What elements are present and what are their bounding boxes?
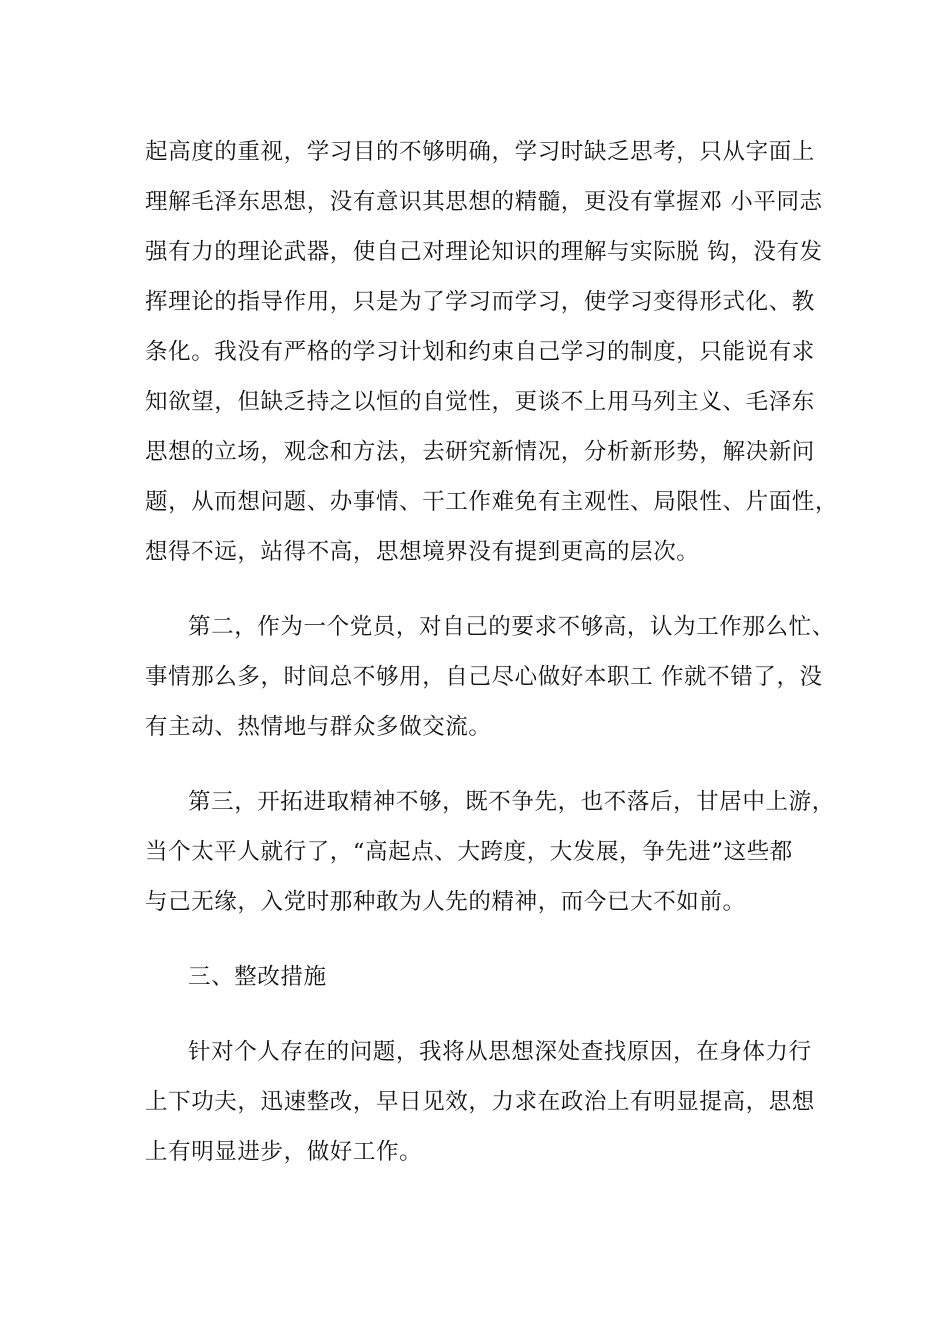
text-line: 题，从而想问题、办事情、干工作难免有主观性、局限性、片面性， xyxy=(145,489,839,515)
text-line: 起高度的重视，学习目的不够明确，学习时缺乏思考，只从字面上 xyxy=(145,139,815,165)
text-line: 想得不远，站得不高，思想境界没有提到更高的层次。 xyxy=(145,539,700,565)
text-line: 第三，开拓进取精神不够，既不争先，也不落后，甘居中上游， xyxy=(188,789,835,815)
text-line: 第二，作为一个党员，对自己的要求不够高，认为工作那么忙、 xyxy=(188,614,835,640)
text-line: 条化。我没有严格的学习计划和约束自己学习的制度，只能说有求 xyxy=(145,339,815,365)
text-line: 针对个人存在的问题，我将从思想深处查找原因，在身体力行 xyxy=(188,1039,812,1065)
text-line: 强有力的理论武器，使自己对理论知识的理解与实际脱 钩，没有发 xyxy=(145,239,823,265)
section-heading: 三、整改措施 xyxy=(188,964,327,990)
text-line: 理解毛泽东思想，没有意识其思想的精髓，更没有掌握邓 小平同志 xyxy=(145,189,823,215)
text-line: 上下功夫，迅速整改，早日见效，力求在政治上有明显提高，思想 xyxy=(145,1089,815,1115)
text-line: 有主动、热情地与群众多做交流。 xyxy=(145,714,492,740)
text-line: 思想的立场，观念和方法，去研究新情况，分析新形势，解决新问 xyxy=(145,439,815,465)
text-line: 事情那么多，时间总不够用，自己尽心做好本职工 作就不错了，没 xyxy=(145,664,823,690)
text-line: 知欲望，但缺乏持之以恒的自觉性，更谈不上用马列主义、毛泽东 xyxy=(145,389,815,415)
text-line: 上有明显进步，做好工作。 xyxy=(145,1139,423,1165)
text-line: 挥理论的指导作用，只是为了学习而学习，使学习变得形式化、教 xyxy=(145,289,815,315)
text-line: 当个太平人就行了，“高起点、大跨度，大发展，争先进”这些都 xyxy=(145,839,793,865)
text-line: 与己无缘，入党时那种敢为人先的精神，而今已大不如前。 xyxy=(145,889,746,915)
